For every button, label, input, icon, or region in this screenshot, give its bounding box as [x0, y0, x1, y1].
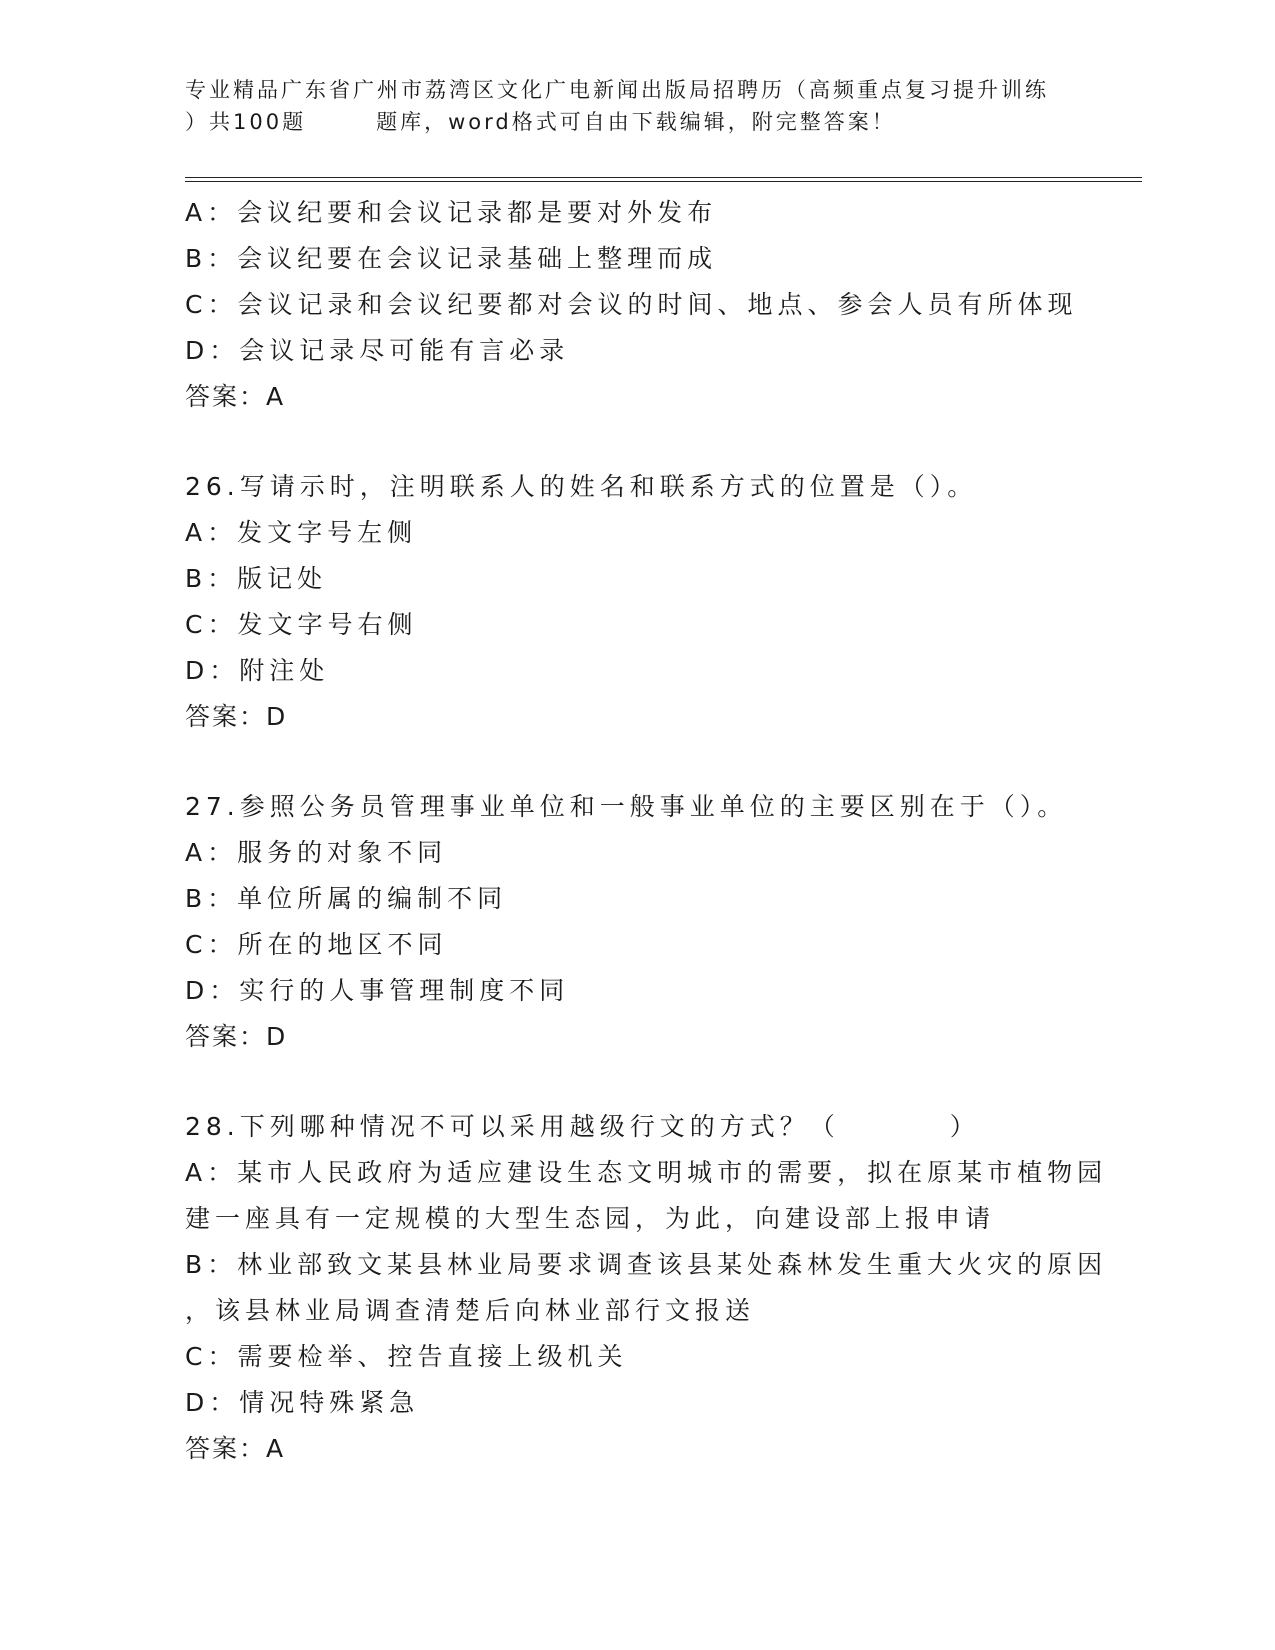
q27-answer: 答案：D	[185, 1022, 288, 1051]
q25-option-d: D：会议记录尽可能有言必录	[185, 336, 570, 365]
q28-option-b-line-2: ，该县林业局调查清楚后向林业部行文报送	[185, 1296, 756, 1325]
question-28	[185, 1104, 1108, 1472]
q27-option-c: C：所在的地区不同	[185, 930, 448, 959]
q27-option-b: B：单位所属的编制不同	[185, 884, 508, 913]
q27-stem: 27.参照公务员管理事业单位和一般事业单位的主要区别在于（）。	[185, 792, 1068, 821]
q28-stem-text: 28.下列哪种情况不可以采用越级行文的方式？（	[185, 1112, 840, 1141]
question-26	[185, 464, 1085, 740]
q26-answer: 答案：D	[185, 702, 288, 731]
q28-stem	[185, 1104, 1085, 1150]
header-question-count: ）共100题	[185, 110, 307, 134]
q28-option-a-line-1: A：某市人民政府为适应建设生态文明城市的需要，拟在原某市植物园	[185, 1158, 1108, 1187]
header-title-line-2	[185, 106, 1085, 138]
q28-option-c: C：需要检举、控告直接上级机关	[185, 1342, 628, 1371]
spacer	[185, 740, 1085, 784]
spacer	[185, 1060, 1085, 1104]
q26-option-a: A：发文字号左侧	[185, 518, 418, 547]
header-divider-top	[185, 177, 1142, 178]
question-list	[185, 190, 1108, 1472]
q26-option-d: D：附注处	[185, 656, 330, 685]
q28-option-d: D：情况特殊紧急	[185, 1388, 420, 1417]
q26-option-b: B：版记处	[185, 564, 328, 593]
q25-option-c: C：会议记录和会议纪要都对会议的时间、地点、参会人员有所体现	[185, 290, 1078, 319]
header-description: 题库，word格式可自由下载编辑，附完整答案！	[376, 110, 896, 134]
q27-option-a: A：服务的对象不同	[185, 838, 448, 867]
document-header	[185, 74, 1085, 138]
q26-option-c: C：发文字号右侧	[185, 610, 418, 639]
q25-answer: 答案：A	[185, 382, 286, 411]
header-title-line-1: 专业精品广东省广州市荔湾区文化广电新闻出版局招聘历（高频重点复习提升训练	[185, 78, 1049, 102]
spacer	[185, 420, 1085, 464]
q28-option-b-line-1: B：林业部致文某县林业局要求调查该县某处森林发生重大火灾的原因	[185, 1250, 1108, 1279]
question-27	[185, 784, 1085, 1060]
q25-option-b: B：会议纪要在会议记录基础上整理而成	[185, 244, 718, 273]
q27-option-d: D：实行的人事管理制度不同	[185, 976, 570, 1005]
header-divider-bottom	[185, 181, 1142, 182]
q28-answer: 答案：A	[185, 1434, 286, 1463]
q28-option-a-line-2: 建一座具有一定规模的大型生态园，为此，向建设部上报申请	[185, 1204, 996, 1233]
q26-stem: 26.写请示时，注明联系人的姓名和联系方式的位置是（）。	[185, 472, 978, 501]
q28-stem-close: ）	[949, 1112, 980, 1141]
question-25	[185, 190, 1085, 420]
q25-option-a: A：会议纪要和会议记录都是要对外发布	[185, 198, 718, 227]
